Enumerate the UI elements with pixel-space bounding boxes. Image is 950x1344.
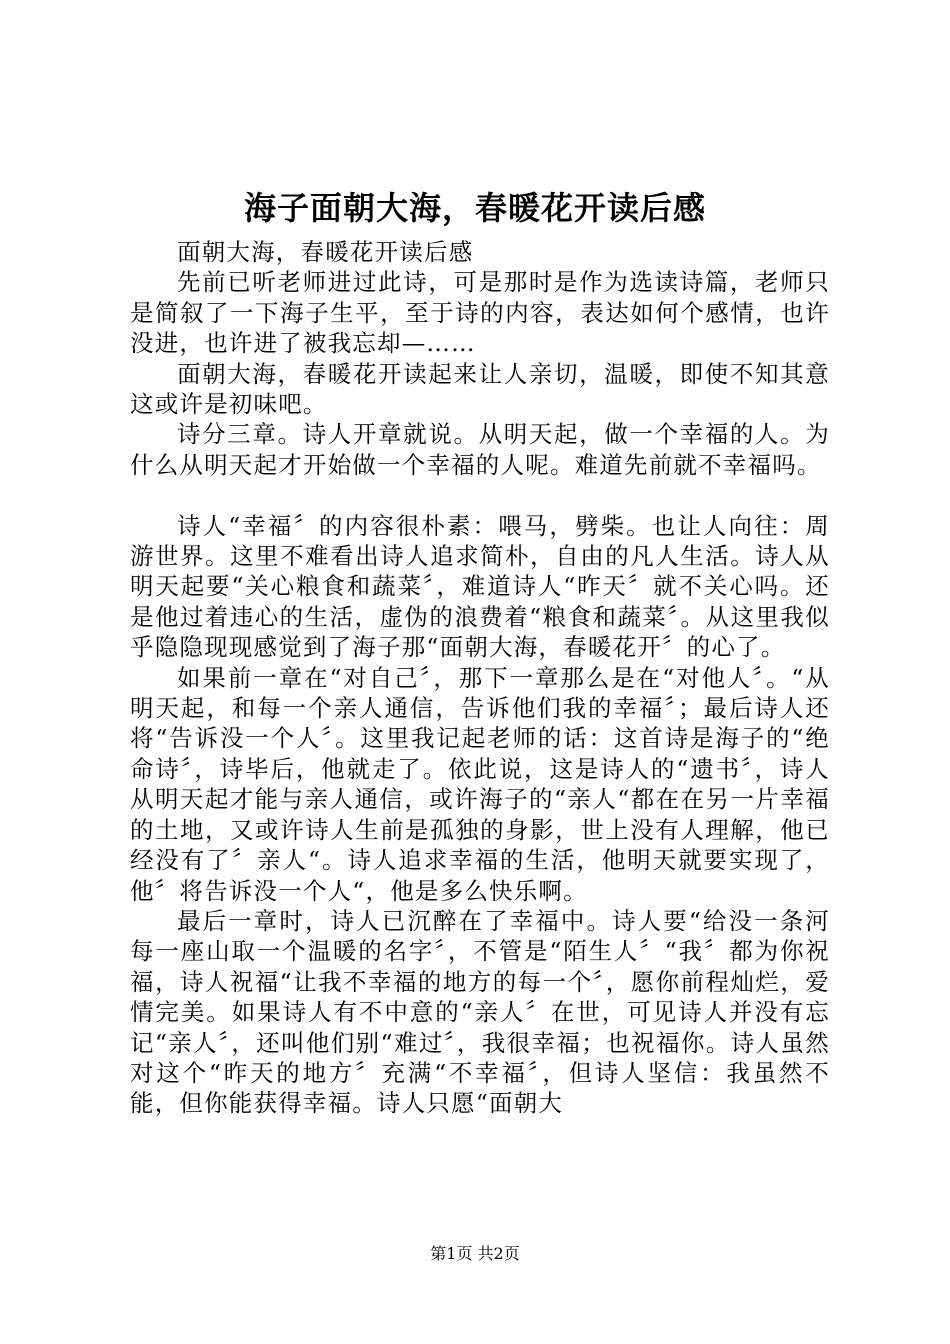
- paragraph: 最后一章时，诗人已沉醉在了幸福中。诗人要“给没一条河每一座山取一个温暖的名字〞，不管是“陌生人〞“我〞都为你祝福，诗人祝福“让我不幸福的地方的每一个〞，愿你前程灿烂，爱情完美。如果诗人有不中意的“亲人〞在世，可见诗人并没有忘记“亲人〞，还叫他们别“难过〞，我很幸福；也祝福你。诗人虽然对这个“昨天的地方〞充满“不幸福〞，但诗人坚信：我虽然不能，但你能获得幸福。诗人只愿“面朝大: [130, 906, 830, 1118]
- page-number-footer: 第1页 共2页: [430, 1244, 520, 1263]
- paragraph: 诗分三章。诗人开章就说。从明天起，做一个幸福的人。为什么从明天起才开始做一个幸福的人呢。难道先前就不幸福吗。: [130, 420, 830, 479]
- paragraph: 面朝大海，春暖花开读起来让人亲切，温暖，即使不知其意这或许是初味吧。: [130, 359, 830, 419]
- paragraph-spacer: [130, 480, 830, 510]
- document-body: [130, 237, 830, 1119]
- document-title: 海子面朝大海，春暖花开读后感: [243, 189, 706, 227]
- paragraph: 诗人“幸福〞的内容很朴素：喂马，劈柴。也让人向往：周游世界。这里不难看出诗人追求简朴，自由的凡人生活。诗人从明天起要“关心粮食和蔬菜〞，难道诗人“昨天〞就不关心吗。还是他过着违心的生活，虚伪的浪费着“粮食和蔬菜〞。从这里我似乎隐隐现现感觉到了海子那“面朝大海，春暖花开〞的心了。: [130, 511, 830, 662]
- paragraph: 先前已听老师进过此诗，可是那时是作为选读诗篇，老师只是简叙了一下海子生平，至于诗的内容，表达如何个感情，也许没进，也许进了被我忘却—……: [130, 268, 830, 358]
- paragraph: 面朝大海，春暖花开读后感: [177, 238, 474, 266]
- paragraph: 如果前一章在“对自己〞，那下一章那么是在“对他人〞。“从明天起，和每一个亲人通信，告诉他们我的幸福〞；最后诗人还将“告诉没一个人〞。这里我记起老师的话：这首诗是海子的“绝命诗〞，诗毕后，他就走了。依此说，这是诗人的“遗书〞，诗人从明天起才能与亲人通信，或许海子的“亲人“都在在另一片幸福的土地，又或许诗人生前是孤独的身影，世上没有人理解，他已经没有了〞亲人“。诗人追求幸福的生活，他明天就要实现了，他〞将告诉没一个人“，他是多么快乐啊。: [130, 663, 830, 905]
